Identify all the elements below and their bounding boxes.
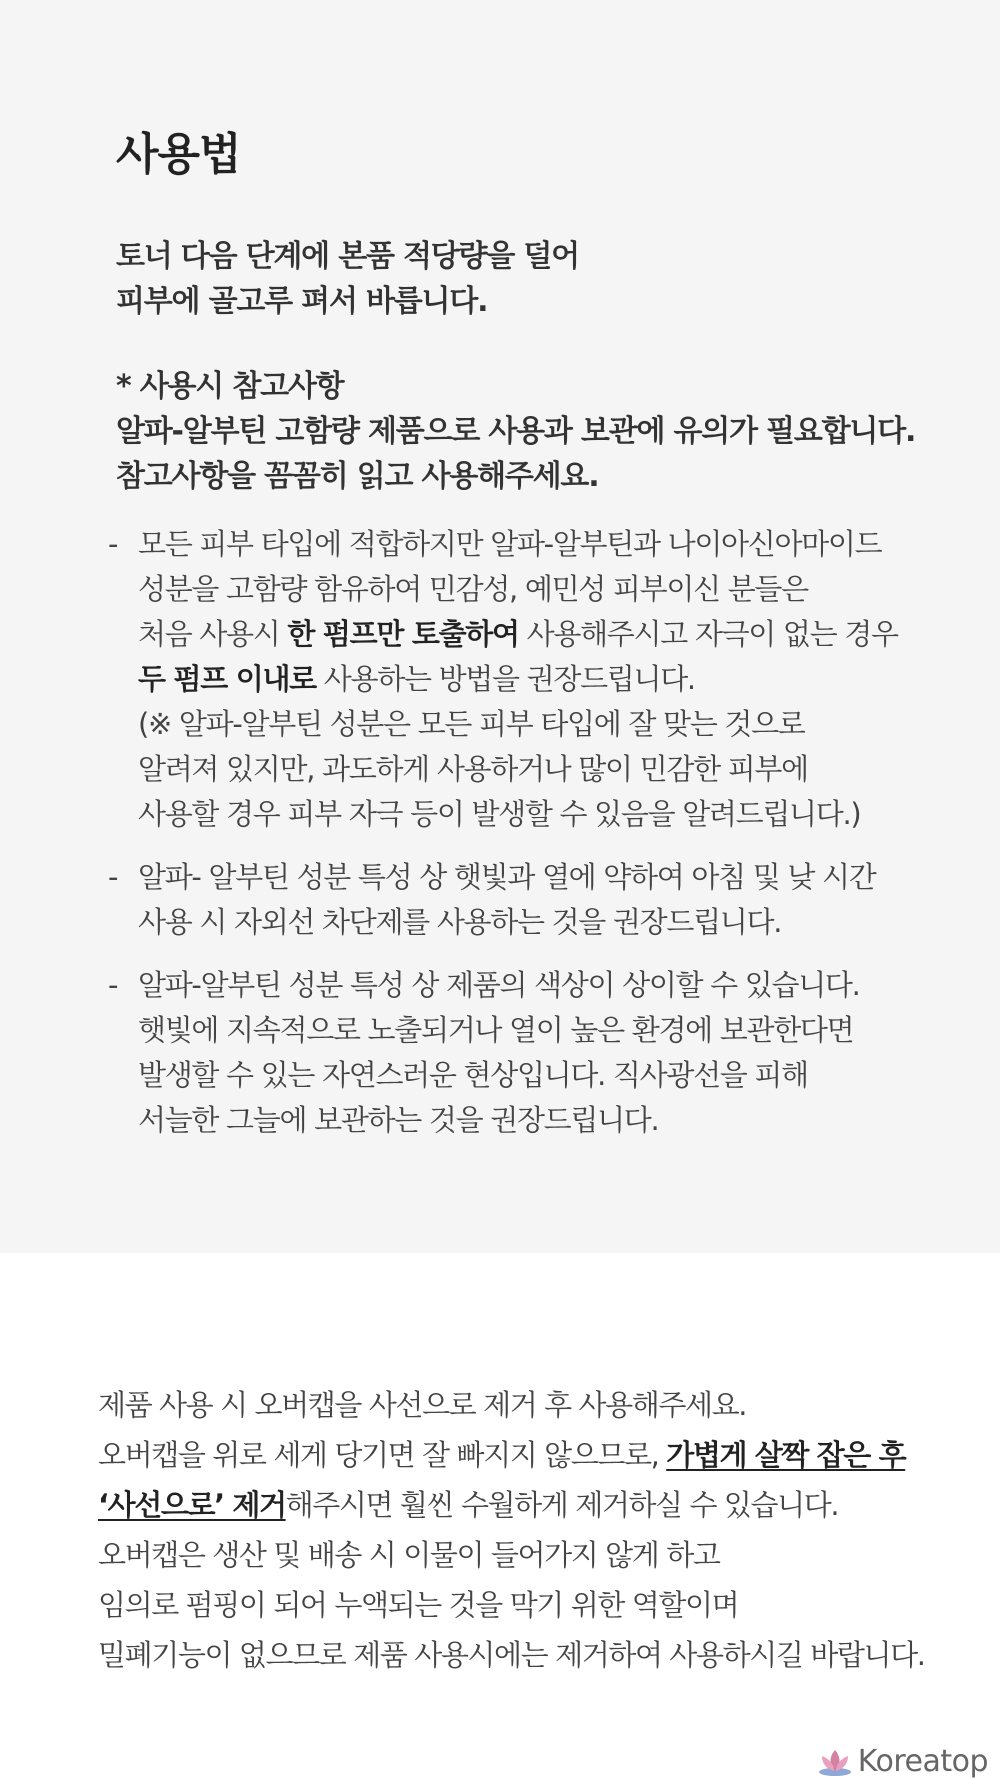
- overcap-line: ‘사선으로’ 제거해주시면 훨씬 수월하게 제거하실 수 있습니다.: [98, 1488, 839, 1522]
- emphasis-diagonal-remove: ‘사선으로’ 제거: [98, 1488, 286, 1522]
- overcap-line: 밀폐기능이 없으므로 제품 사용시에는 제거하여 사용하시길 바랍니다.: [98, 1638, 925, 1672]
- caution-line: 알파-알부틴 성분 특성 상 제품의 색상이 상이할 수 있습니다.: [138, 968, 860, 1002]
- caution-item-sensitivity: [108, 522, 948, 837]
- brand-watermark: [816, 1744, 988, 1779]
- notice-line: 알파-알부틴 고함량 제품으로 사용과 보관에 유의가 필요합니다.: [116, 414, 916, 449]
- overcap-instructions: [98, 1380, 958, 1680]
- usage-instructions: [116, 234, 936, 324]
- list-dash: -: [108, 860, 119, 894]
- instruction-line: 피부에 골고루 펴서 바릅니다.: [116, 284, 488, 319]
- usage-notice: [116, 364, 956, 499]
- caution-line: 햇빛에 지속적으로 노출되거나 열이 높은 환경에 보관한다면: [138, 1013, 854, 1047]
- caution-line: 사용할 경우 피부 자극 등이 발생할 수 있음을 알려드립니다.): [138, 797, 861, 831]
- caution-line: 모든 피부 타입에 적합하지만 알파-알부틴과 나이아신아마이드: [138, 527, 882, 561]
- notice-heading: * 사용시 참고사항: [116, 369, 344, 404]
- list-dash: -: [108, 968, 119, 1002]
- caution-item-color: [108, 963, 948, 1143]
- caution-line: 처음 사용시 한 펌프만 토출하여 사용해주시고 자극이 없는 경우: [138, 617, 898, 651]
- overcap-line: 오버캡을 위로 세게 당기면 잘 빠지지 않으므로, 가볍게 살짝 잡은 후: [98, 1438, 906, 1472]
- caution-line: 알파- 알부틴 성분 특성 상 햇빛과 열에 약하여 아침 및 낮 시간: [138, 860, 876, 894]
- caution-line: 발생할 수 있는 자연스러운 현상입니다. 직사광선을 피해: [138, 1058, 808, 1092]
- caution-line: 두 펌프 이내로 사용하는 방법을 권장드립니다.: [138, 662, 695, 696]
- brand-name: Koreatop: [857, 1744, 988, 1779]
- overcap-line: 임의로 펌핑이 되어 누액되는 것을 막기 위한 역할이며: [98, 1588, 739, 1622]
- overcap-line: 오버캡은 생산 및 배송 시 이물이 들어가지 않게 하고: [98, 1538, 720, 1572]
- caution-line: 사용 시 자외선 차단제를 사용하는 것을 권장드립니다.: [138, 905, 782, 939]
- notice-line: 참고사항을 꼼꼼히 읽고 사용해주세요.: [116, 459, 599, 494]
- page-title: 사용법: [116, 129, 241, 180]
- emphasis-one-pump: 한 펌프만 토출하여: [287, 617, 519, 651]
- caution-line: 성분을 고함량 함유하여 민감성, 예민성 피부이신 분들은: [138, 572, 808, 606]
- list-dash: -: [108, 527, 119, 561]
- instruction-line: 토너 다음 단계에 본품 적당량을 덜어: [116, 239, 579, 274]
- caution-line: (※ 알파-알부틴 성분은 모든 피부 타입에 잘 맞는 것으로: [138, 707, 805, 741]
- caution-line: 알려져 있지만, 과도하게 사용하거나 많이 민감한 피부에: [138, 752, 808, 786]
- caution-list: [108, 522, 948, 1161]
- lotus-icon: [816, 1747, 854, 1777]
- emphasis-gently-grab: 가볍게 살짝 잡은 후: [666, 1438, 906, 1472]
- emphasis-two-pumps: 두 펌프 이내로: [138, 662, 316, 696]
- caution-item-sunlight: [108, 855, 948, 945]
- caution-line: 서늘한 그늘에 보관하는 것을 권장드립니다.: [138, 1103, 659, 1137]
- overcap-line: 제품 사용 시 오버캡을 사선으로 제거 후 사용해주세요.: [98, 1388, 747, 1422]
